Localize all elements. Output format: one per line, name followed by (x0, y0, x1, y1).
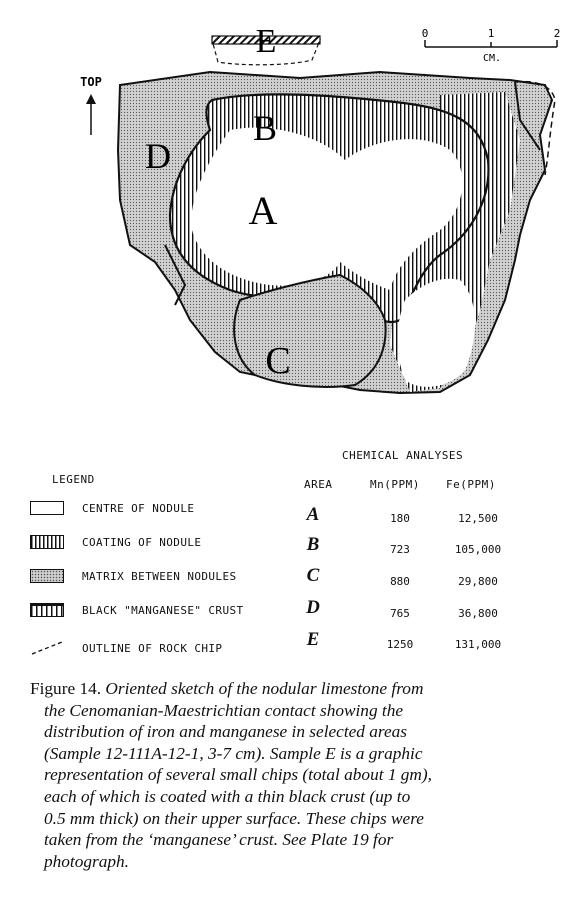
caption-line: representation of several small chips (total about 1 gm), (44, 765, 432, 785)
caption-line: distribution of iron and manganese in selected areas (44, 722, 408, 742)
area-label-a: A (248, 188, 278, 233)
area-label-c: C (265, 340, 291, 382)
caption-line: each of which is coated with a thin black crust (up to (44, 786, 411, 806)
row-area: B (306, 534, 320, 555)
row-area: A (306, 504, 320, 525)
legend-item-matrix (30, 565, 237, 587)
area-label-b: B (252, 108, 278, 148)
centre-swatch-icon (30, 501, 64, 515)
outline-swatch-icon (30, 640, 64, 656)
row-area: D (306, 597, 320, 618)
crust-swatch-icon (30, 603, 64, 617)
caption-line: the Cenomanian-Maestrichtian contact showing the (44, 700, 404, 720)
legend-item-coating (30, 531, 201, 553)
scale-tick-1: 1 (487, 27, 495, 40)
legend-label: COATING OF NODULE (82, 535, 202, 549)
row-area: E (306, 629, 320, 650)
caption-line: taken from the ‘manganese’ crust. See Plate 19 for (44, 830, 394, 850)
scale-tick-2: 2 (553, 27, 561, 40)
area-label-d: D (145, 136, 171, 176)
col-header-mn: Mn(PPM) (370, 478, 420, 491)
row-fe: 105,000 (454, 543, 502, 556)
row-fe: 36,800 (458, 607, 498, 620)
caption-line: photograph. (44, 851, 129, 871)
row-fe: 12,500 (458, 512, 498, 525)
legend-item-centre (30, 497, 194, 519)
legend-label: BLACK "MANGANESE" CRUST (82, 603, 244, 617)
coating-swatch-icon (30, 535, 64, 549)
legend-item-outline (30, 637, 222, 659)
caption-line: 0.5 mm thick) on their upper surface. These chips were (44, 808, 424, 828)
caption-label: Figure 14. (30, 679, 102, 698)
legend-label: MATRIX BETWEEN NODULES (82, 569, 237, 583)
legend-item-crust (30, 599, 244, 621)
figure-caption (30, 678, 550, 872)
row-mn: 880 (390, 575, 410, 588)
top-label: TOP (80, 75, 102, 89)
row-area: C (306, 565, 320, 586)
row-fe: 29,800 (458, 575, 498, 588)
row-fe: 131,000 (454, 638, 502, 651)
matrix-swatch-icon (30, 569, 64, 583)
caption-line (30, 678, 550, 700)
col-header-area: AREA (304, 478, 333, 491)
scale-tick-0: 0 (421, 27, 429, 40)
area-label-e: E (255, 23, 277, 60)
row-mn: 765 (390, 607, 410, 620)
nodule-sketch (0, 0, 575, 420)
chem-analyses-title: CHEMICAL ANALYSES (342, 449, 464, 462)
row-mn: 1250 (386, 638, 414, 651)
top-arrowhead-icon (86, 94, 96, 104)
legend-label: CENTRE OF NODULE (82, 501, 195, 515)
caption-line: (Sample 12-111A-12-1, 3-7 cm). Sample E is a graphic (44, 743, 423, 763)
col-header-fe: Fe(PPM) (446, 478, 496, 491)
row-mn: 180 (390, 512, 410, 525)
scale-bar (422, 27, 561, 64)
legend-title: LEGEND (52, 473, 95, 486)
row-mn: 723 (390, 543, 410, 556)
caption-text: Oriented sketch of the nodular limestone from (105, 679, 424, 698)
scale-unit: CM. (482, 53, 502, 64)
legend-label: OUTLINE OF ROCK CHIP (82, 641, 223, 655)
